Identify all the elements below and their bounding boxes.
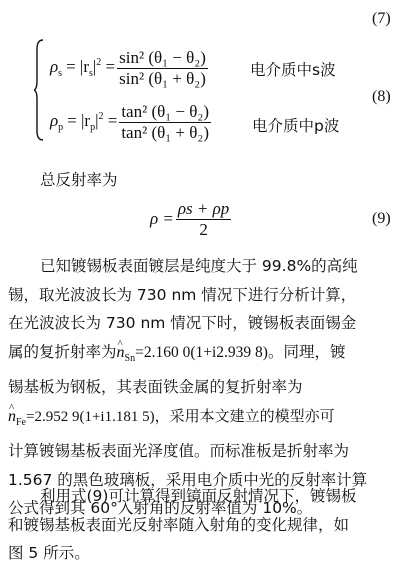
para2-line2: 和镀锡基板表面光反射率随入射角的变化规律，如 [8, 515, 350, 534]
para1-line6: ^ $n_{Fe}=2.952$ 9(1+i1.181 5)，采用本文建立的模型亦可 [8, 402, 400, 438]
para1-line7: 计算镀锡基板表面光泽度值。而标准板是折射率为 [8, 442, 350, 460]
total-reflectance-heading: 总反射率为 [40, 171, 118, 189]
para2-line1: 利用式(9)可计算得到镜面反射情况下，镀锡板 [40, 487, 357, 505]
rho-total-lhs: ρ = [150, 209, 174, 228]
rho-s-symbol: $\rho_s$ [50, 57, 63, 79]
rho-total-fraction [176, 199, 231, 240]
s-wave-label: 电介质中s波 [250, 61, 336, 79]
rho-total-denominator: 2 [199, 219, 208, 239]
para1-line2: 锡，取光波波长为 730 nm 情况下进行分析计算， [8, 285, 357, 304]
p-wave-label: 电介质中p波 [252, 117, 340, 135]
rho-p-numerator: tan² (θ₁ − θ₂) [121, 101, 209, 121]
rho-s-numerator: sin² (θ₁ − θ₂) [119, 47, 206, 67]
n-sn-symbol: ^ n [117, 339, 125, 368]
para1-line9: 公式得到其 60°入射角的反射率值为 10%。 [8, 499, 313, 517]
equation-number-8: (8) [372, 88, 391, 105]
para1-line5: 锡基板为钢板，其表面铁金属的复折射率为 [8, 378, 303, 396]
rho-total-numerator: ρs + ρp [177, 198, 230, 218]
para2-line3: 图 5 所示。 [8, 544, 90, 562]
para1-line1: 已知镀锡板表面镀层是纯度大于 99.8%的高纯 [40, 257, 358, 275]
equation-number-9: (9) [372, 210, 391, 227]
rho-s-equation [50, 46, 210, 90]
rho-s-fraction [117, 48, 208, 89]
para1-line8: 1.567 的黑色玻璃板，采用电介质中光的反射率计算 [8, 470, 368, 489]
n-fe-symbol: ^ n [8, 403, 16, 432]
rho-p-equation [50, 100, 213, 144]
para1-line4: 属的复折射率为^ $n_{Sn}=2.160$ 0(1+i2.939 8)。同理，镀 [8, 338, 400, 374]
rho-p-denominator: tan² (θ₁ + θ₂) [121, 122, 209, 142]
rho-p-fraction [119, 102, 211, 143]
rho-s-abs: = $|r_s|^2$ = [66, 57, 116, 79]
equation-number-7: (7) [372, 10, 391, 27]
rho-p-symbol: $\rho_p$ [50, 111, 64, 133]
total-reflectance-equation [150, 196, 233, 242]
paragraph-figure-reference [8, 482, 400, 568]
rho-p-abs: = $|r_p|^2$ = [67, 111, 118, 133]
para1-line3: 在光波波长为 730 nm 情况下时，镀锡板表面锡金 [8, 314, 357, 332]
rho-s-denominator: sin² (θ₁ + θ₂) [119, 68, 206, 88]
system-brace [34, 39, 44, 141]
